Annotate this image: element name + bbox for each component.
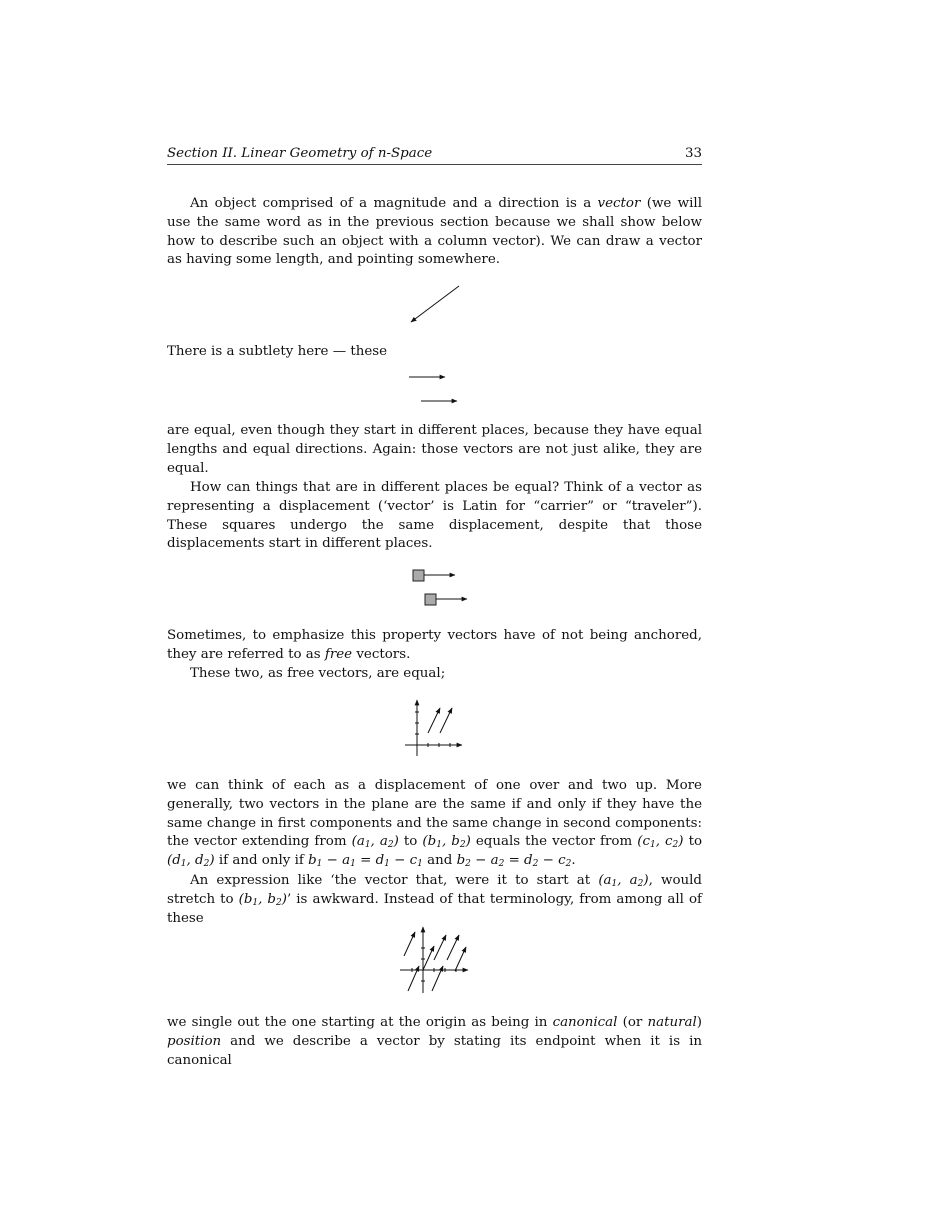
paragraph-subtlety — [167, 343, 702, 362]
text-span: if and only if — [214, 853, 309, 869]
vector-arrow — [411, 286, 459, 322]
math-equation: $b_2 - a_2 = d_2 - c_2$ — [456, 853, 572, 870]
vector-arrow — [408, 966, 419, 991]
text-span: we can think of each as a displacement of one over and two up. More generally, two vectors in the plane are the same if and only if they have the same change in first components and the same change in second components: the vector extending from — [167, 778, 702, 850]
axis-ticks — [415, 712, 450, 747]
text-span: are equal, even though they start in different places, because they have equal lengths and equal directions. Again: those vectors are not just alike, they are equal. — [167, 423, 702, 476]
vector-arrow — [404, 932, 415, 956]
paragraph-free-vectors — [167, 627, 702, 665]
term-vector: vector — [597, 196, 641, 211]
text-span: to — [398, 834, 423, 850]
text-span: , would stretch to — [167, 873, 703, 907]
paragraph-canonical — [167, 1014, 702, 1070]
math-point: ($a_1$, $a_2$) — [351, 834, 399, 851]
section-title: Section II. Linear Geometry of n-Space — [167, 146, 433, 161]
paragraph-awkward — [167, 872, 702, 928]
square — [413, 570, 424, 581]
math-point: ($a_1$, $a_2$) — [598, 873, 649, 889]
term-free: free — [324, 646, 353, 662]
figure-many-vectors — [400, 927, 468, 993]
text-span: How can things that are in different places be equal? Think of a vector as representing a displacement (‘vector’ is Latin for “carrier” or “traveler”). These squares undergo the same displacement, despite that those displacements start in different places. — [167, 480, 702, 552]
text-span: An expression like ‘the vector that, were it to start at — [190, 873, 599, 888]
figure-two-free-vectors — [405, 700, 462, 756]
paragraph-same-change — [167, 777, 702, 871]
square — [425, 594, 436, 605]
text-span: These two, as free vectors, are equal; — [190, 666, 446, 681]
text-span: An object comprised of a magnitude and a direction is a — [190, 196, 598, 211]
text-span: we single out the one starting at the origin as being in — [167, 1015, 553, 1030]
math-point: ($b_1$, $b_2$) — [238, 891, 287, 908]
text-span: and we describe a vector by stating its endpoint when it is in canonical — [167, 1033, 702, 1068]
text-span: ) — [696, 1015, 703, 1030]
paragraph-displacement — [167, 479, 702, 554]
paragraph-vector-definition — [167, 195, 702, 270]
paragraph-equal — [167, 422, 702, 478]
vector-arrow — [455, 947, 466, 971]
running-head — [167, 146, 702, 165]
vector-arrow-canonical — [423, 946, 434, 970]
vector-arrow — [440, 708, 452, 733]
vector-arrow — [428, 708, 440, 733]
text-span: vectors. — [352, 646, 411, 662]
math-point: ($b_1$, $b_2$) — [422, 834, 471, 851]
text-span: and — [422, 853, 457, 869]
paragraph-two-equal — [167, 665, 702, 684]
text-span: (we will use the same word as in the previous section because we shall show below how to describe such an object with a column vector). We can draw a vector as having some length, and pointing somewhere. — [167, 196, 702, 268]
figure-equal-vectors — [409, 377, 457, 401]
text-span: to — [683, 834, 703, 850]
term-canonical: canonical — [552, 1015, 618, 1030]
math-equation: $b_1 - a_1 = d_1 - c_1$ — [308, 853, 423, 870]
text-span: . — [571, 853, 576, 869]
text-span: (or — [617, 1015, 648, 1030]
math-point: ($c_1$, $c_2$) — [637, 834, 684, 851]
term-position: position — [167, 1033, 222, 1049]
term-natural: natural — [647, 1015, 697, 1030]
vector-arrow — [434, 935, 446, 960]
text-span: Sometimes, to emphasize this property vectors have of not being anchored, they are referred to as — [167, 628, 702, 662]
figure-displaced-squares — [413, 570, 467, 605]
math-point: ($d_1$, $d_2$) — [167, 853, 215, 870]
text-span: equals the vector from — [470, 834, 638, 850]
figure-single-vector — [411, 286, 459, 322]
vector-arrow — [447, 935, 459, 960]
text-span: ’ is awkward. Instead of that terminology, from among all of these — [167, 891, 702, 926]
axis-ticks — [412, 948, 456, 981]
text-span: There is a subtlety here — these — [167, 344, 388, 359]
page-number: 33 — [684, 146, 702, 161]
vector-arrow — [432, 966, 443, 991]
